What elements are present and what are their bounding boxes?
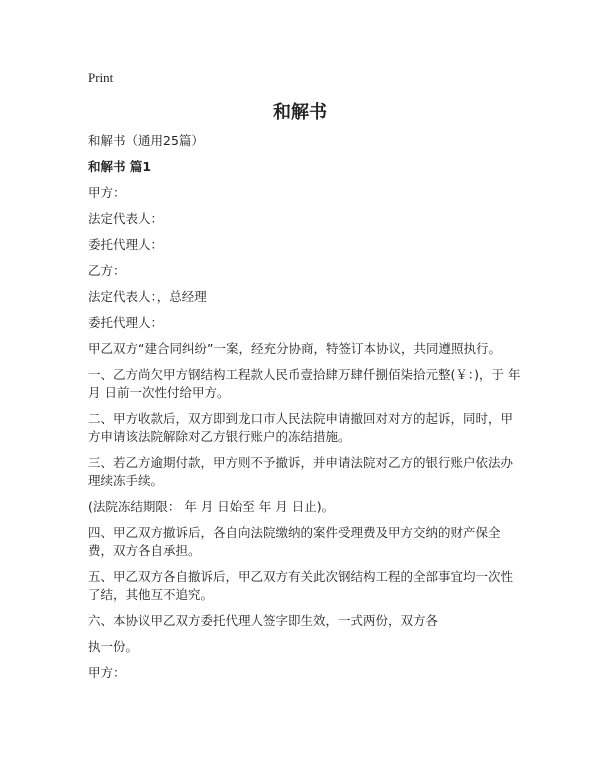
paragraph: 五、甲乙双方各自撤诉后，甲乙双方有关此次钢结构工程的全部事宜均一次性了结，其他互不追究。 (88, 569, 514, 602)
paragraph: 四、甲乙双方撤诉后，各自向法院缴纳的案件受理费及甲方交纳的财产保全费，双方各自承担。 (88, 525, 501, 558)
paragraph: 甲方： (88, 665, 126, 680)
paragraph: 一、乙方尚欠甲方钢结构工程款人民币壹拾肆万肆仟捌佰柒拾元整(￥：)，于 年 月 日前一次性付给甲方。 (88, 367, 521, 400)
document-body (88, 132, 522, 690)
paragraph: 三、若乙方逾期付款，甲方则不予撤诉，并申请法院对乙方的银行账户依法办理续冻手续。 (88, 455, 514, 488)
paragraph: 法定代表人： (88, 211, 164, 226)
paragraph: 执一份。 (88, 639, 139, 654)
paragraph: 委托代理人： (88, 315, 164, 330)
paragraph: 乙方： (88, 263, 126, 278)
paragraph: 法定代表人：，总经理 (88, 289, 207, 304)
document-subtitle: 和解书（通用25篇） (88, 133, 204, 148)
paragraph: 委托代理人： (88, 237, 164, 252)
paragraph: 甲方： (88, 185, 126, 200)
document-title: 和解书 (273, 102, 327, 123)
paragraph: 二、甲方收款后，双方即到龙口市人民法院申请撤回对对方的起诉，同时，甲方申请该法院解除对乙方银行账户的冻结措施。 (88, 411, 514, 444)
paragraph: 甲乙双方“建合同纠纷”一案，经充分协商，特签订本协议，共同遵照执行。 (88, 341, 501, 356)
print-link[interactable]: Print (88, 70, 114, 85)
section-heading: 和解书 篇1 (88, 159, 152, 174)
paragraph: 六、本协议甲乙双方委托代理人签字即生效，一式两份，双方各 (88, 613, 439, 628)
paragraph: (法院冻结期限： 年 月 日始至 年 月 日止)。 (88, 499, 335, 514)
